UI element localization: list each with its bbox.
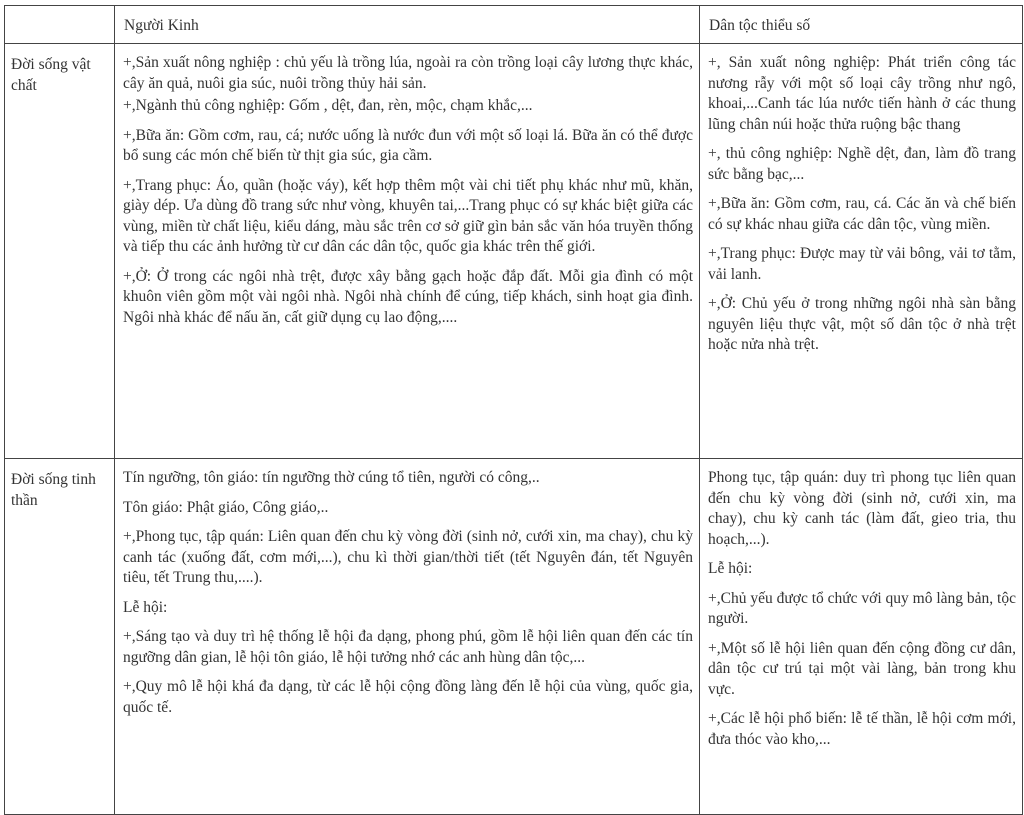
header-blank-cell <box>5 6 115 44</box>
paragraph: +,Một số lễ hội liên quan đến cộng đồng cư dân, dân tộc cư trú tại một vài làng, bản trong khu vực. <box>708 639 1016 698</box>
paragraph: +,Sáng tạo và duy trì hệ thống lễ hội đa dạng, phong phú, gồm lễ hội liên quan đến các tín ngưỡng dân gian, lễ hội tôn giáo, lễ hội tưởng nhớ các anh hùng dân tộc,... <box>123 628 693 666</box>
comparison-table <box>4 5 1023 815</box>
paragraph: +,Ở: Chủ yếu ở trong những ngôi nhà sàn bằng nguyên liệu thực vật, một số dân tộc ở nhà trệt hoặc nửa nhà trệt. <box>708 295 1016 353</box>
kinh-material-cell <box>115 44 700 459</box>
paragraph: +,Trang phục: Áo, quần (hoặc váy), kết hợp thêm một vài chi tiết phụ khác như mũ, khăn, giày dép. Ưa dùng đồ trang sức như vòng, khuyên tai,...Trang phục có sự khác biệt giữa các vùng, miền từ chất liệu, kiểu dáng, màu sắc trên cơ sở giữ gìn bản sắc văn hóa truyền thống và tiếp thu các ảnh hưởng từ cư dân các dân tộc, quốc gia khác trên thế giới. <box>123 176 693 255</box>
header-row <box>5 6 1023 44</box>
paragraph: +,Trang phục: Được may từ vải bông, vải tơ tằm, vải lanh. <box>708 245 1016 283</box>
paragraph: Phong tục, tập quán: duy trì phong tục liên quan đến chu kỳ vòng đời (sinh nở, cưới xin, ma chay), chu kỳ canh tác (làm đất, gieo tria, thu hoạch,...). <box>708 469 1016 548</box>
paragraph: +, thủ công nghiệp: Nghề dệt, đan, làm đồ trang sức bằng bạc,... <box>708 145 1016 183</box>
header-minority: Dân tộc thiểu số <box>700 6 1023 44</box>
row-label-material: Đời sống vật chất <box>5 44 115 459</box>
paragraph: +,Ở: Ở trong các ngôi nhà trệt, được xây bằng gạch hoặc đắp đất. Mỗi gia đình có một khuôn viên gồm một vài ngôi nhà. Ngôi nhà chính để cúng, tiếp khách, sinh hoạt gia đình. Ngôi nhà khác để nấu ăn, cất giữ dụng cụ lao động,.... <box>123 267 693 326</box>
paragraph: Lễ hội: <box>708 560 753 577</box>
paragraph: +,Sản xuất nông nghiệp : chủ yếu là trồng lúa, ngoài ra còn trồng loại cây lương thực khác, cây ăn quả, nuôi gia súc, nuôi trồng thủy hải sản. <box>123 54 693 92</box>
paragraph: +,Phong tục, tập quán: Liên quan đến chu kỳ vòng đời (sinh nở, cưới xin, ma chay), chu kỳ canh tác (xuống đất, cơm mới,...), chu kì thời gian/thời tiết (tết Nguyên đán, tết Nguyên tiêu, tết Trung thu,....). <box>123 528 693 586</box>
paragraph: Tín ngưỡng, tôn giáo: tín ngưỡng thờ cúng tổ tiên, người có công,.. <box>123 469 540 486</box>
minority-material-cell <box>700 44 1023 459</box>
paragraph: Tôn giáo: Phật giáo, Công giáo,.. <box>123 498 329 516</box>
paragraph: +, Sản xuất nông nghiệp: Phát triển công tác nương rẫy với một số loại cây trồng như ngô, khoai,...Canh tác lúa nước tiến hành ở các thung lũng chân núi hoặc thửa ruộng bậc thang <box>708 54 1016 133</box>
row-spiritual-life <box>5 459 1023 815</box>
paragraph: +,Quy mô lễ hội khá đa dạng, từ các lễ hội cộng đồng làng đến lễ hội của vùng, quốc gia, quốc tế. <box>123 678 693 716</box>
row-label-spiritual: Đời sống tinh thần <box>5 459 115 815</box>
paragraph: +,Bữa ăn: Gồm cơm, rau, cá. Các ăn và chế biến có sự khác nhau giữa các dân tộc, vùng miền. <box>708 195 1016 233</box>
row-material-life <box>5 44 1023 459</box>
kinh-spiritual-cell <box>115 459 700 815</box>
paragraph: Lễ hội: <box>123 598 168 616</box>
paragraph: +,Ngành thủ công nghiệp: Gốm , dệt, đan, rèn, mộc, chạm khắc,... <box>123 97 533 114</box>
header-kinh: Người Kinh <box>115 6 700 44</box>
paragraph: +,Các lễ hội phổ biến: lễ tế thần, lễ hội cơm mới, đưa thóc vào kho,... <box>708 710 1016 748</box>
paragraph: +,Bữa ăn: Gồm cơm, rau, cá; nước uống là nước đun với một số loại lá. Bữa ăn có thể được bổ sung các món chế biến từ thịt gia súc, gia cầm. <box>123 126 693 164</box>
minority-spiritual-cell <box>700 459 1023 815</box>
paragraph: +,Chủ yếu được tổ chức với quy mô làng bản, tộc người. <box>708 589 1016 627</box>
